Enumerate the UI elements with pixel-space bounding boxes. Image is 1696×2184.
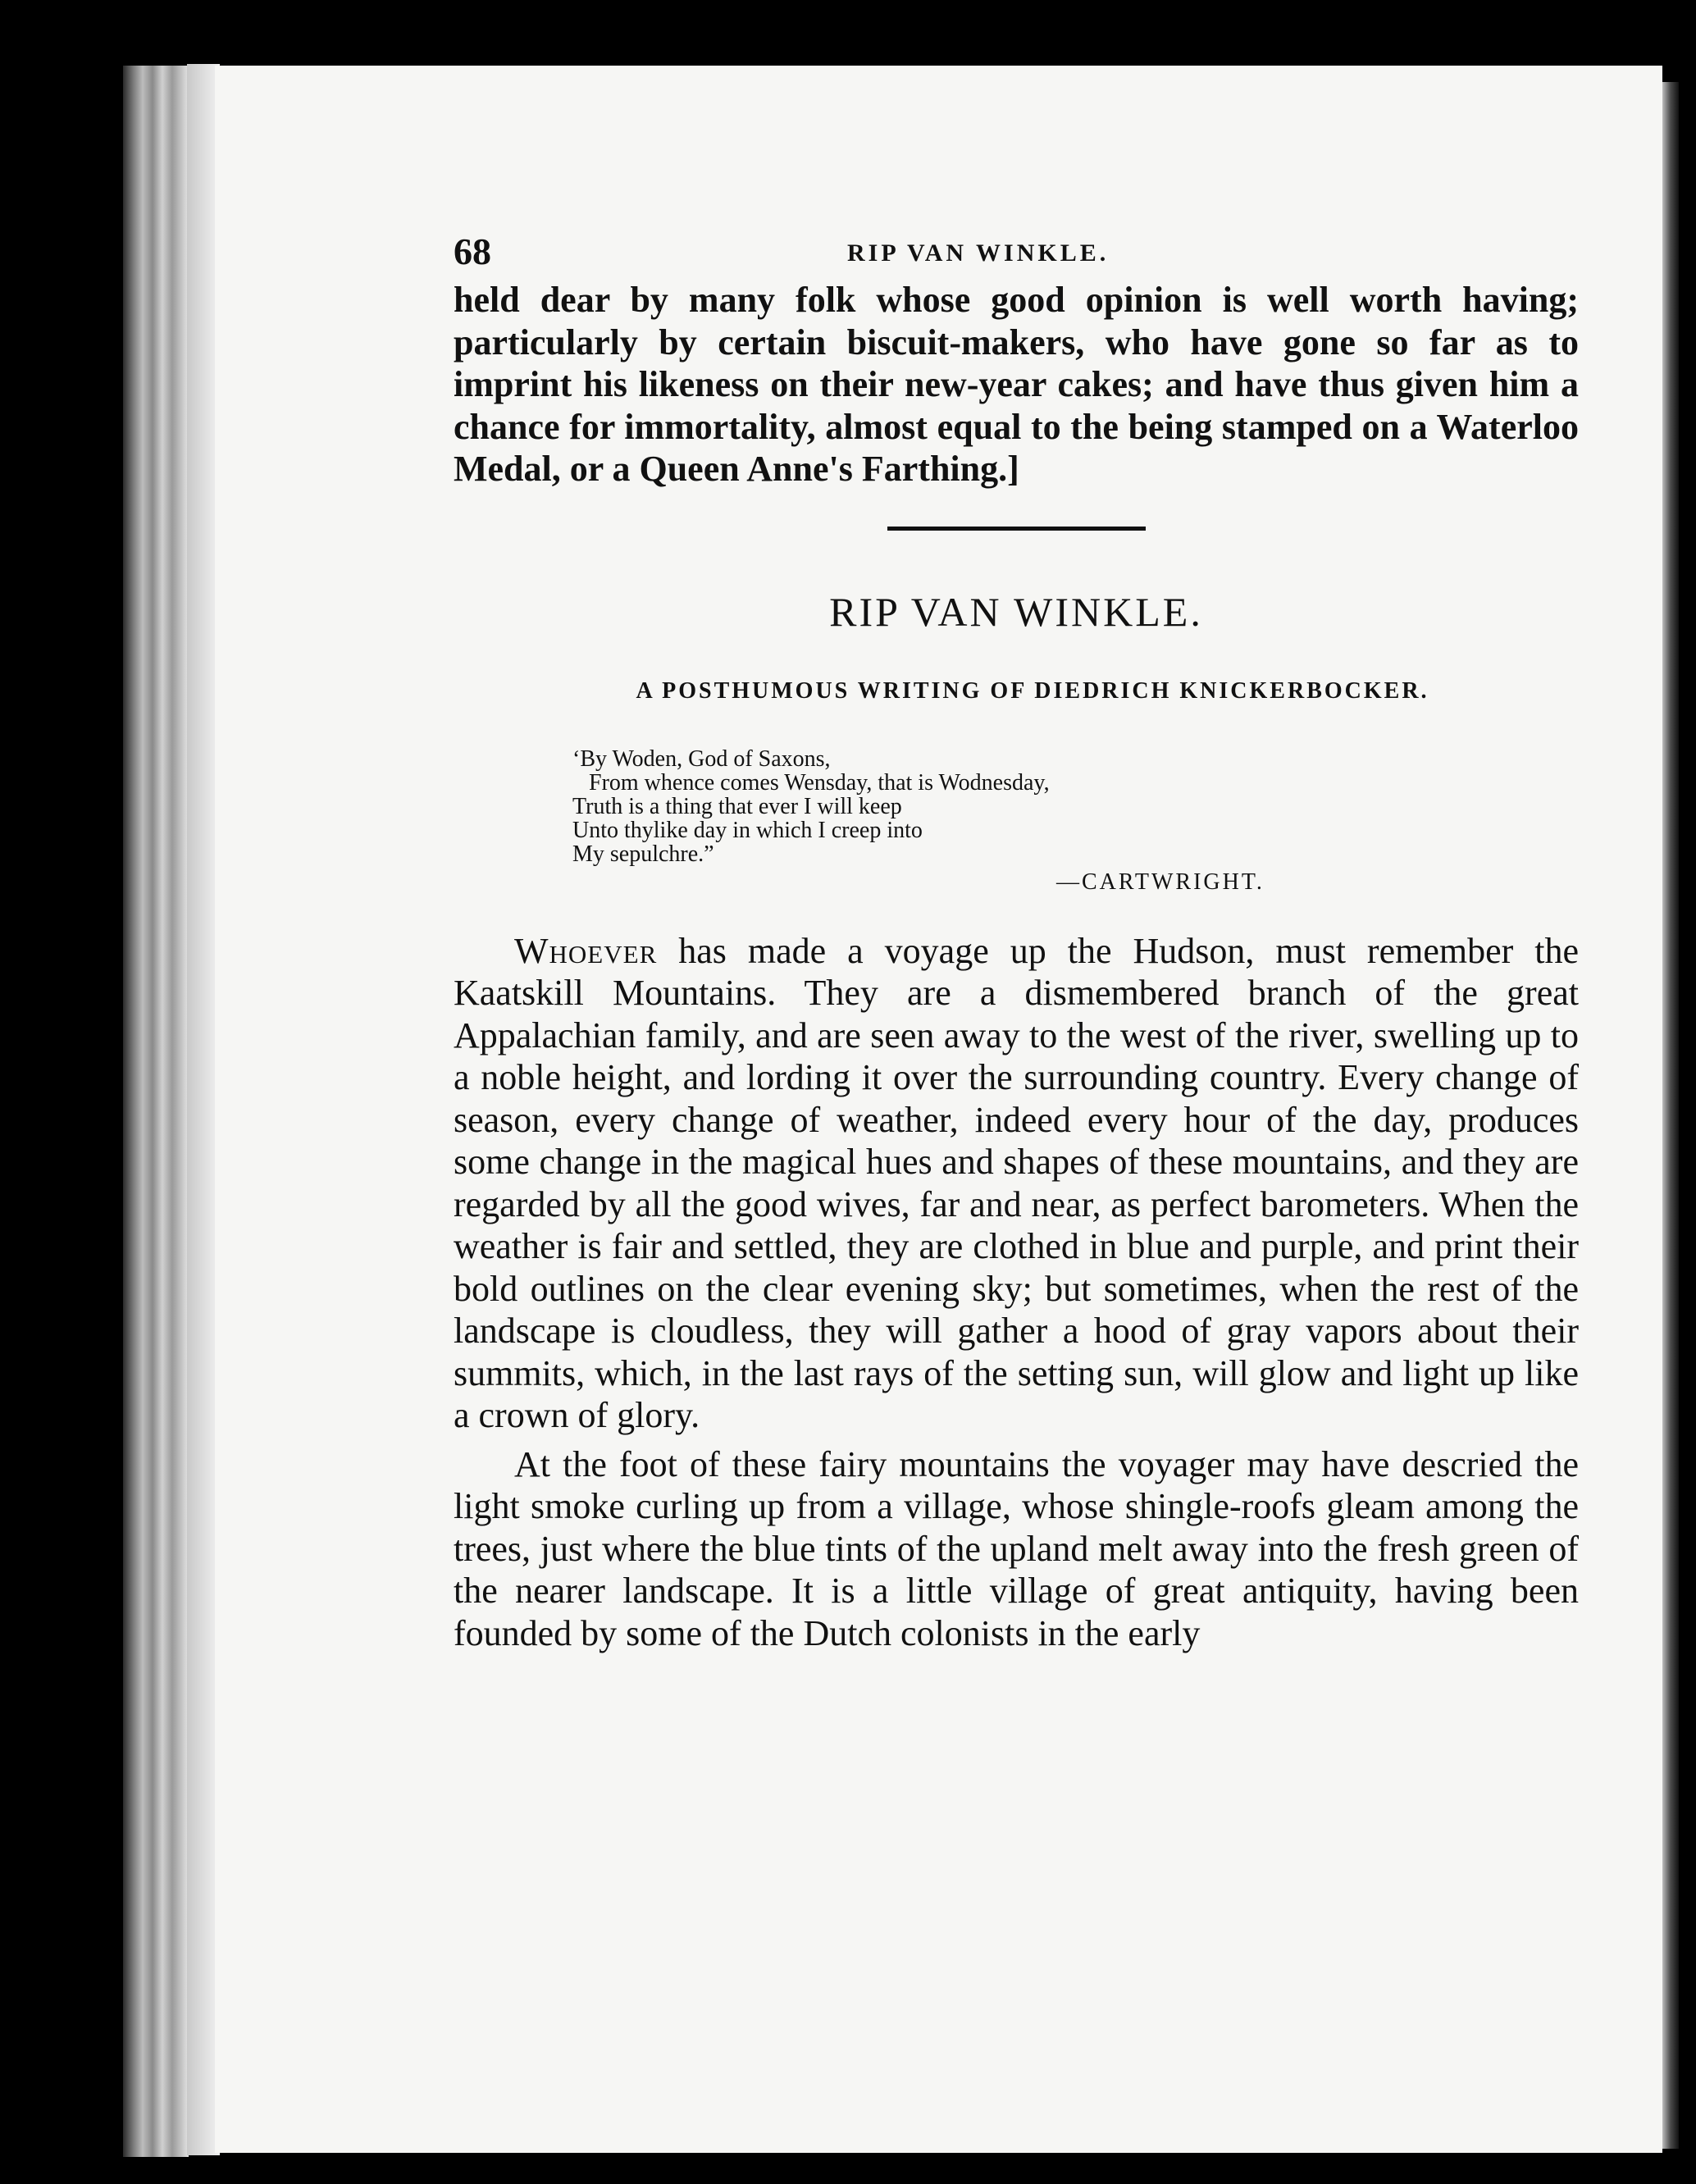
section-divider xyxy=(887,527,1146,531)
body-paragraph xyxy=(454,930,1579,1437)
epigraph-attribution: —CARTWRIGHT. xyxy=(1056,869,1265,895)
body-paragraph: At the foot of these fairy mountains the voyager may have descried the light smoke curling up from a village, whose shingle-roofs gleam among the trees, just where the blue tints of the upland melt away into the fresh green of the nearer landscape. It is a little village of great antiquity, having been founded by some of the Dutch colonists in the early xyxy=(454,1443,1579,1653)
carryover-paragraph: held dear by many folk whose good opinion is well worth having; particularly by certain biscuit-makers, who have gone so far as to imprint his likeness on their new-year cakes; and have thus given him a chance for immortality, almost equal to the being stamped on a Waterloo Medal, or a Queen Anne's Farthing.] xyxy=(454,280,1579,489)
epigraph xyxy=(572,747,1311,866)
epigraph-line: Truth is a thing that ever I will keep xyxy=(572,793,902,819)
epigraph-line: Unto thylike day in which I creep into xyxy=(572,817,923,843)
paragraph-text: has made a voyage up the Hudson, must remember the Kaatskill Mountains. They are a dismembered branch of the great Appalachian family, and are seen away to the west of the river, swelling up to a noble height, and lording it over the surrounding country. Every change of season, every change of weather, indeed every hour of the day, produces some change in the magical hues and shapes of these mountains, and they are regarded by all the good wives, far and near, as perfect barometers. When the weather is fair and settled, they are clothed in blue and purple, and print their bold outlines on the clear evening sky; but sometimes, when the rest of the landscape is cloudless, they will gather a hood of gray vapors about their summits, which, in the last rays of the setting sun, will glow and light up like a crown of glory. xyxy=(454,930,1579,1435)
story-title: RIP VAN WINKLE. xyxy=(829,588,1203,635)
page-number: 68 xyxy=(454,230,491,272)
running-title: RIP VAN WINKLE. xyxy=(847,239,1110,267)
page-content xyxy=(454,230,1579,1654)
epigraph-line: My sepulchre.” xyxy=(572,841,714,867)
lead-word: Whoever xyxy=(514,930,658,971)
book-spine xyxy=(123,66,189,2157)
epigraph-line: ‘By Woden, God of Saxons, xyxy=(572,745,831,772)
story-subtitle: A POSTHUMOUS WRITING OF DIEDRICH KNICKERBOCKER. xyxy=(636,677,1429,704)
running-head xyxy=(454,230,1579,279)
epigraph-line: From whence comes Wensday, that is Wodnesday, xyxy=(589,769,1050,796)
page-edge xyxy=(1662,82,1679,2149)
